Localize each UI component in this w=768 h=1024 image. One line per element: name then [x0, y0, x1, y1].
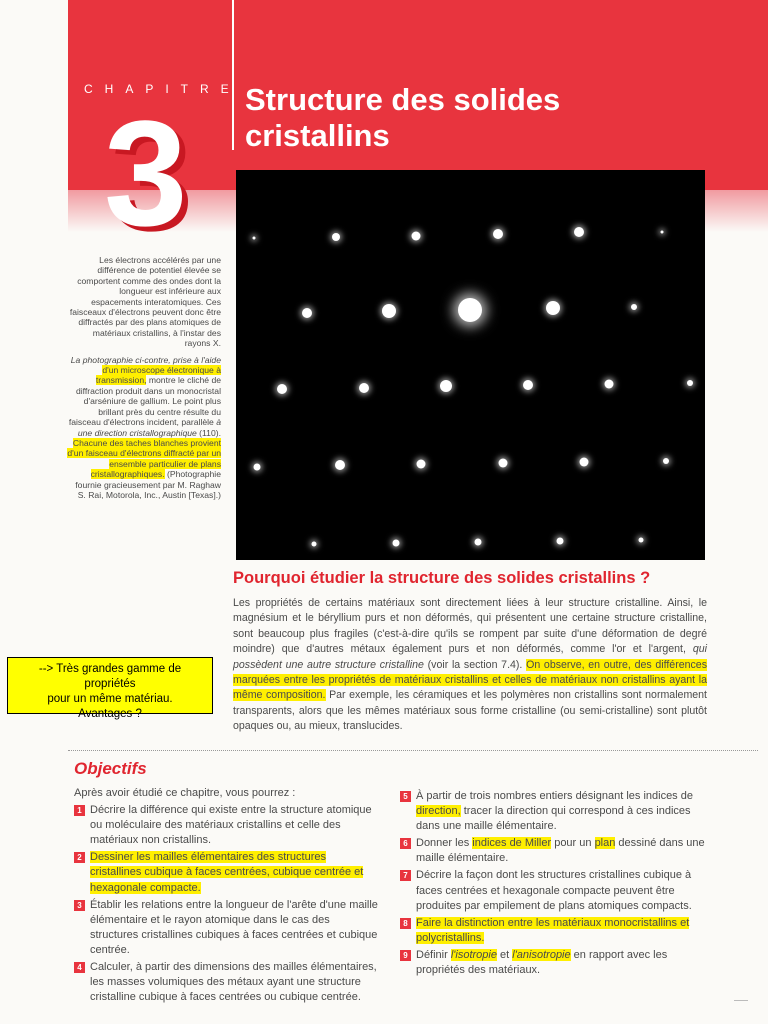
objectives-title: Objectifs	[74, 759, 147, 778]
objective-italic: l'isotropie	[450, 948, 497, 961]
objectives-right-column	[400, 789, 706, 980]
caption-paragraph-2	[66, 355, 221, 501]
objective-number-badge: 5	[400, 791, 411, 802]
objective-text: tracer la direction qui correspond à ces indices dans une maille élémentaire.	[416, 805, 691, 833]
chapter-label: CHAPITRE	[84, 82, 241, 96]
diffraction-spot	[546, 301, 560, 315]
objective-text: dessiné dans une maille élémentaire.	[416, 837, 705, 865]
objective-highlight	[451, 949, 497, 961]
intro-text: Par exemple, les céramiques et les polymères non cristallins sont normalement transparents, alors que les mêmes matériaux sous forme cristalline (ou semi-cristalline) sont plutôt opaques ou, au mieux, translucides.	[233, 689, 707, 733]
objective-text: À partir de trois nombres entiers désignant les indices de	[416, 790, 693, 802]
objective-number-badge: 6	[400, 838, 411, 849]
diffraction-spot	[475, 539, 482, 546]
objective-text: Décrire la différence qui existe entre la structure atomique ou moléculaire des matériaux cristallins et celle des matériaux non cristallins.	[90, 804, 372, 847]
objective-highlight	[512, 949, 570, 961]
objective-highlight: Dessiner les mailles élémentaires des structures cristallines cubique à faces centrées, cubique centrée et hexagonale compacte.	[90, 851, 364, 894]
diffraction-spot	[335, 460, 345, 470]
page-corner-rule	[734, 1000, 748, 1001]
objective-text: pour un	[551, 837, 595, 850]
diffraction-spot	[661, 231, 664, 234]
note-line-2: pour un même matériau.	[47, 693, 173, 705]
objective-item	[74, 960, 380, 1005]
diffraction-spot	[663, 458, 669, 464]
objective-item	[400, 836, 706, 866]
caption-paragraph-1: Les électrons accélérés par une différence de potentiel élevée se comportent comme des ondes dont la longueur est inférieure aux espacements interatomiques. Ces faisceaux d'électrons peuvent donc être diffractés par des plans atomiques de matériaux cristallins, à l'instar des rayons X.	[69, 255, 221, 349]
handwritten-note-box	[7, 657, 213, 720]
diffraction-spot	[254, 464, 261, 471]
diffraction-spot	[312, 542, 317, 547]
objective-number-badge: 7	[400, 870, 411, 881]
caption-italic-text: La photographie ci-contre, prise à l'aide	[70, 354, 221, 365]
diffraction-spot	[493, 229, 503, 239]
objective-text: et	[496, 948, 513, 961]
diffraction-spot	[302, 308, 312, 318]
diffraction-spot	[382, 304, 396, 318]
diffraction-spot	[631, 304, 637, 310]
section-title: Pourquoi étudier la structure des solides cristallins ?	[233, 569, 651, 587]
intro-paragraph	[233, 596, 707, 735]
diffraction-spot	[332, 233, 340, 241]
diffraction-spot	[393, 540, 400, 547]
objective-item	[400, 789, 706, 834]
objective-number-badge: 2	[74, 852, 85, 863]
diffraction-spot	[417, 460, 426, 469]
diffraction-spot	[458, 298, 482, 322]
intro-text: Les propriétés de certains matériaux sont directement liées à leur structure cristalline. Ainsi, le magnésium et le béryllium purs et non déformés, qui présentent une certaine structure cristalline, sont beaucoup plus fragiles (c'est-à-dire qu'ils se rompent par suite d'une déformation de degré moindre) que d'autres métaux également purs et non déformés, comme l'or et l'argent,	[233, 597, 707, 656]
header-divider	[232, 0, 234, 150]
caption-text: (110).	[196, 427, 221, 438]
caption-text: montre le cliché de diffraction produit dans un monocristal d'arséniure de gallium. Le point plus brillant près du centre résulte du faisceau d'électrons incident, parallèle	[68, 375, 221, 428]
diffraction-spot	[253, 237, 256, 240]
objective-highlight: plan	[594, 837, 616, 850]
section-divider	[68, 750, 758, 751]
diffraction-spot	[687, 380, 693, 386]
diffraction-spot	[277, 384, 287, 394]
diffraction-spot	[580, 458, 589, 467]
diffraction-spot	[499, 459, 508, 468]
diffraction-spot	[605, 380, 614, 389]
objective-highlight: indices de Miller	[472, 837, 552, 850]
objective-number-badge: 4	[74, 962, 85, 973]
electron-diffraction-photo	[236, 170, 705, 560]
objective-text: Calculer, à partir des dimensions des mailles élémentaires, les masses volumiques des métaux ayant une structure cristalline cubique à faces centrées ou cubique centrée.	[90, 961, 377, 1004]
diffraction-spot	[574, 227, 584, 237]
objective-highlight: Faire la distinction entre les matériaux monocristallins et polycristallins.	[416, 916, 690, 944]
objective-text: en rapport avec les propriétés des matériaux.	[416, 948, 668, 977]
objective-text: Définir	[416, 948, 451, 961]
objective-text: Décrire la façon dont les structures cristallines cubique à faces centrées et hexagonale compacte peuvent être produites par empilement de plans atomiques compacts.	[416, 869, 692, 912]
objective-item	[74, 803, 380, 848]
objective-text: Donner les	[416, 837, 473, 850]
objective-text: Établir les relations entre la longueur de l'arête d'une maille élémentaire et le rayon atomique dans le cas des structures cristallines cubiques à faces centrées et cubique centrée.	[90, 898, 378, 956]
objective-item	[74, 898, 380, 958]
objective-item	[400, 916, 706, 946]
objective-number-badge: 8	[400, 918, 411, 929]
objective-number-badge: 9	[400, 950, 411, 961]
diffraction-spot	[557, 538, 564, 545]
note-line-1: --> Très grandes gamme de propriétés	[38, 663, 182, 690]
note-line-3: Avantages ?	[78, 708, 142, 720]
diffraction-spot	[440, 380, 452, 392]
highlight-microscope: d'un microscope électronique à transmission,	[95, 365, 221, 386]
chapter-title: Structure des solides cristallins	[245, 82, 561, 153]
intro-text: (voir la section 7.4).	[423, 658, 527, 671]
objective-number-badge: 1	[74, 805, 85, 816]
objectives-lead: Après avoir étudié ce chapitre, vous pourrez :	[74, 787, 296, 799]
caption-credit: (Photographie fournie gracieusement par M. Raghaw S. Rai, Motorola, Inc., Austin [Texas].)	[75, 469, 221, 500]
diffraction-spot	[412, 232, 421, 241]
objective-item	[74, 850, 380, 895]
intro-italic: qui possèdent une autre structure cristalline	[233, 643, 707, 671]
highlight-taches: Chacune des taches blanches provient d'un faisceau d'électrons diffracté par un ensemble particulier de plans cristallographiques.	[67, 437, 221, 480]
caption-italic-direction: à une direction cristallographique	[77, 417, 221, 438]
diffraction-spot	[359, 383, 369, 393]
diffraction-spot	[523, 380, 533, 390]
diffraction-spot	[639, 538, 644, 543]
objective-highlight: direction,	[416, 805, 461, 818]
objective-italic: l'anisotropie	[512, 948, 571, 961]
objective-item	[400, 868, 706, 913]
photo-caption	[66, 255, 221, 506]
intro-highlight: On observe, en outre, des différences marquées entre les propriétés de matériaux cristallins et celles de matériaux non cristallins ayant la même composition.	[233, 658, 707, 702]
chapter-number: 3	[104, 89, 188, 257]
objective-number-badge: 3	[74, 900, 85, 911]
objectives-left-column	[74, 786, 380, 1007]
objective-item	[400, 948, 706, 978]
